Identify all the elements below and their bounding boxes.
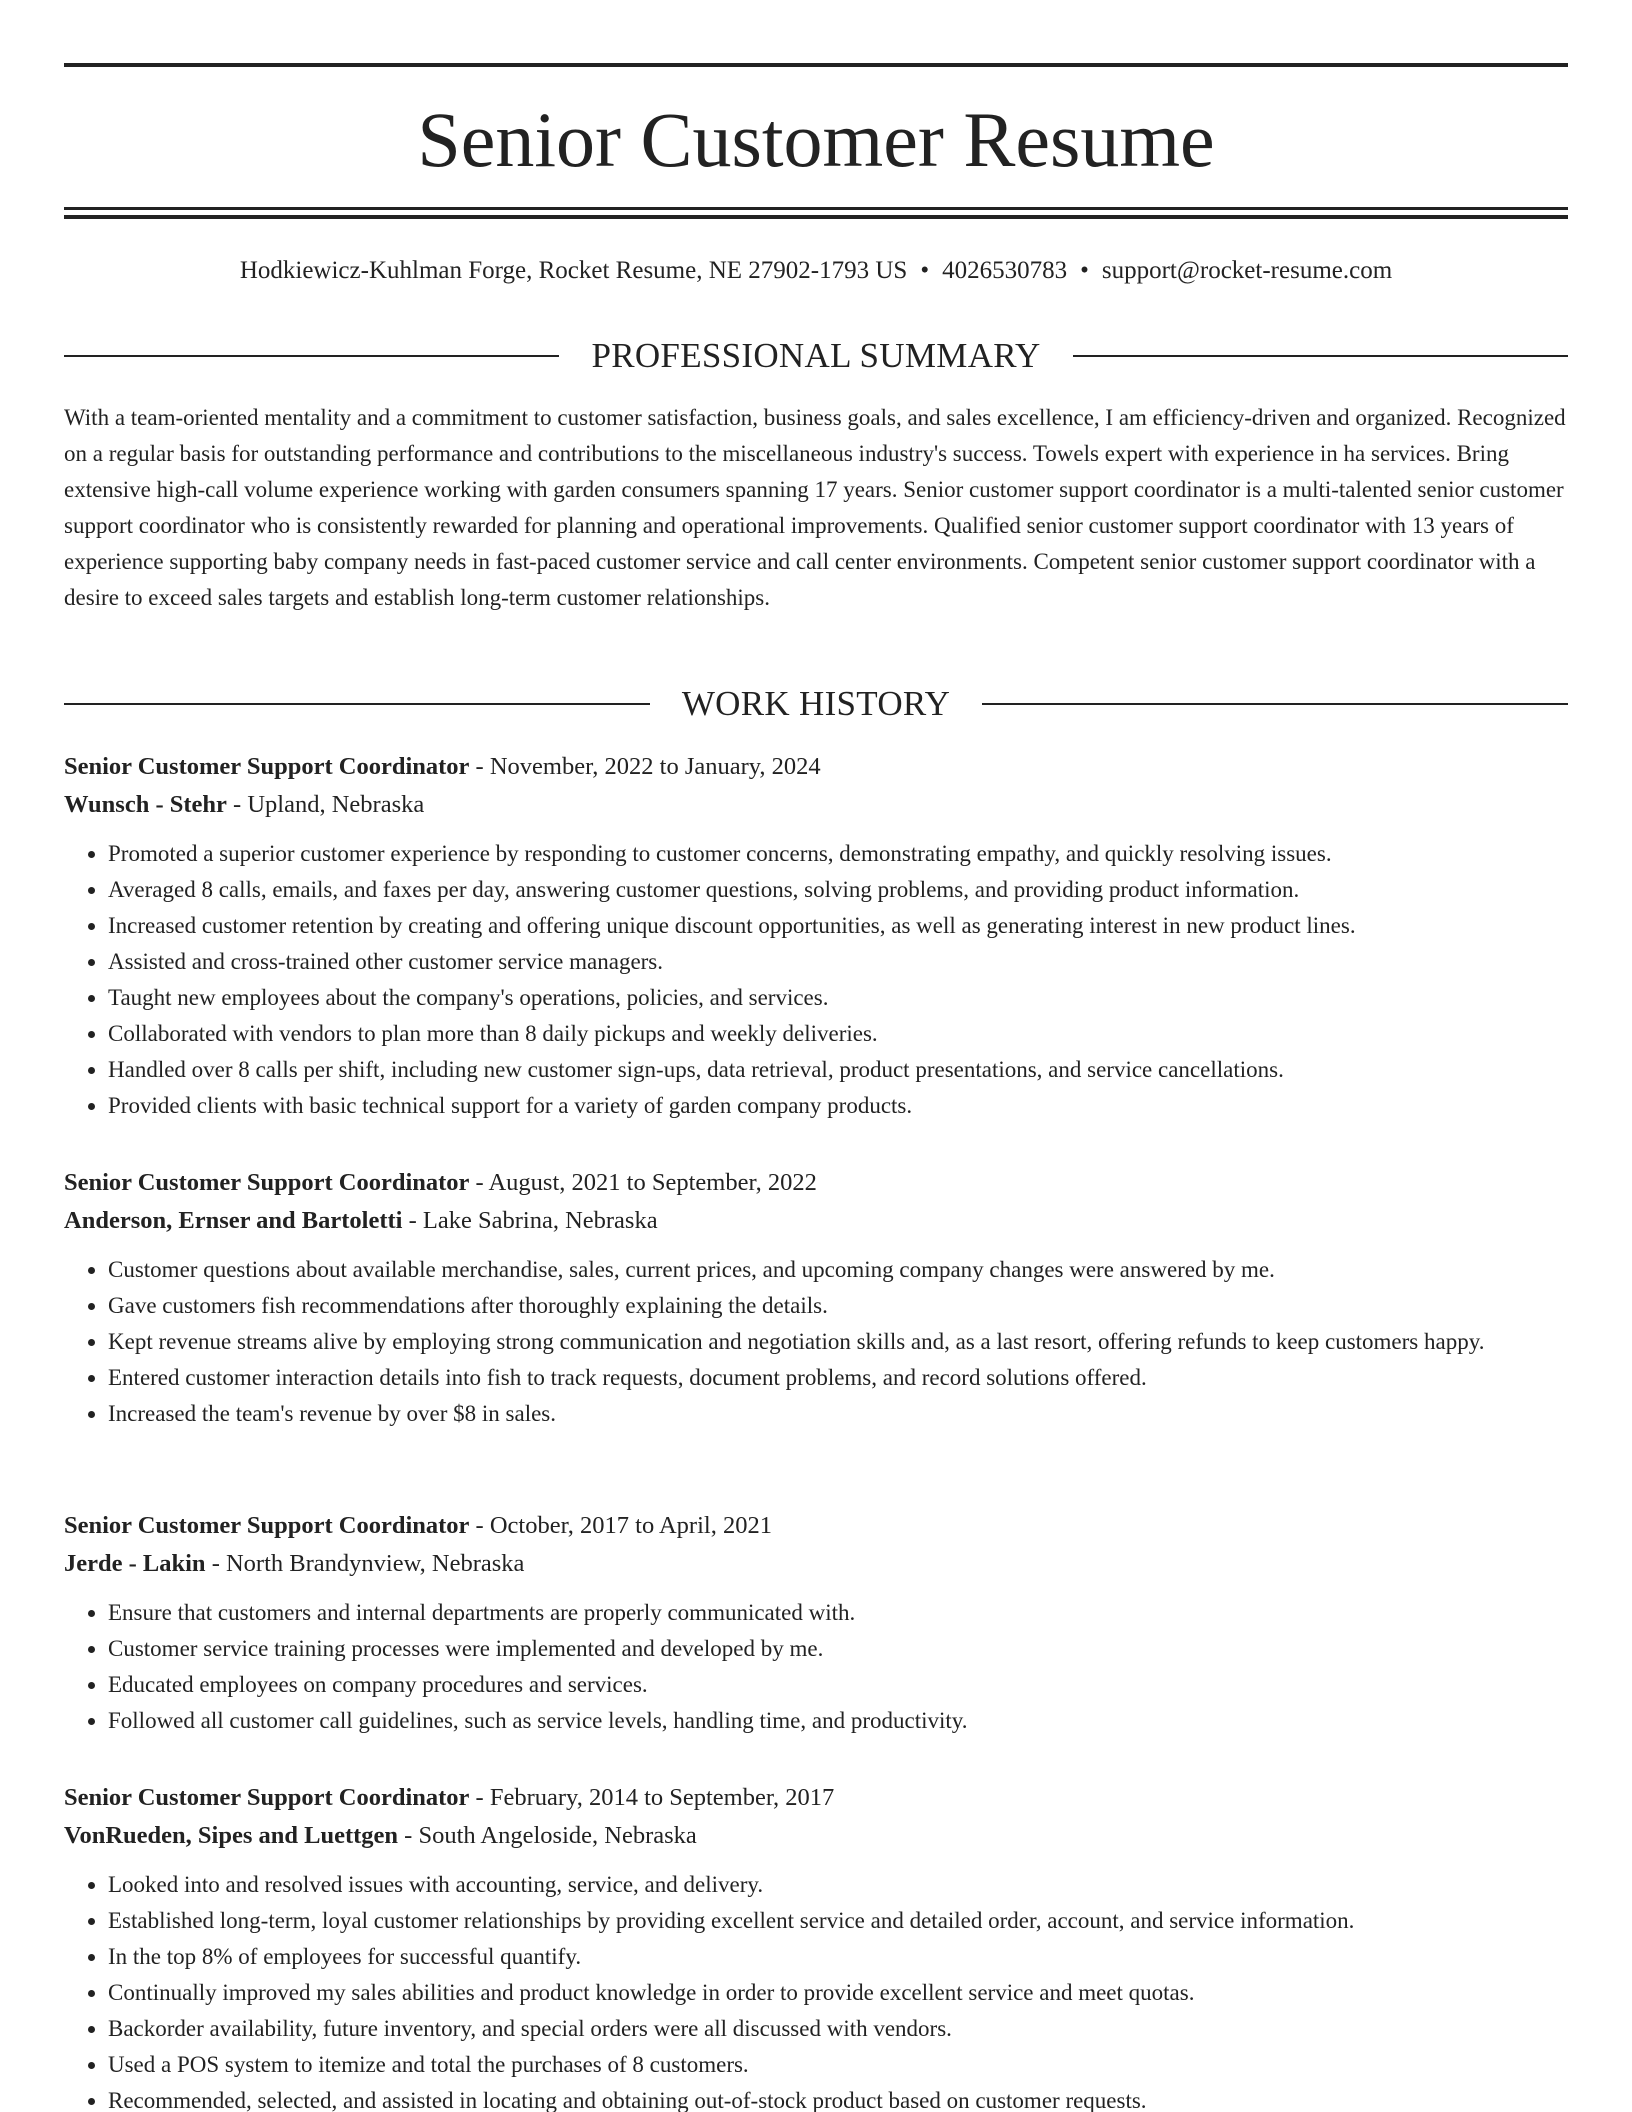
job-title: Senior Customer Support Coordinator bbox=[64, 1512, 470, 1539]
job-bullet: • Collaborated with vendors to plan more than 8 daily pickups and weekly deliveries. bbox=[108, 1016, 1568, 1052]
job-bullet: • Gave customers fish recommendations after thoroughly explaining the details. bbox=[108, 1288, 1568, 1324]
section-title: PROFESSIONAL SUMMARY bbox=[591, 336, 1041, 375]
contact-separator: • bbox=[1080, 257, 1089, 284]
job-bullet: • Assisted and cross-trained other customer service managers. bbox=[108, 944, 1568, 980]
job-bullet: • Educated employees on company procedures and services. bbox=[108, 1667, 1568, 1703]
job-dates: August, 2021 to September, 2022 bbox=[488, 1169, 817, 1196]
job-bullets bbox=[64, 1595, 1568, 1739]
job-bullet: • Increased the team's revenue by over $8 in sales. bbox=[108, 1396, 1568, 1432]
job-bullet: • Customer service training processes were implemented and developed by me. bbox=[108, 1631, 1568, 1667]
job-bullets bbox=[64, 1867, 1568, 2112]
job-employer: Anderson, Ernser and Bartoletti - Lake Sabrina, Nebraska bbox=[64, 1207, 658, 1234]
title-double-rule-lower bbox=[64, 215, 1568, 219]
job-bullet: • Kept revenue streams alive by employing strong communication and negotiation skills and, as a last resort, offering refunds to keep customers happy. bbox=[108, 1324, 1568, 1360]
job-title: Senior Customer Support Coordinator bbox=[64, 753, 470, 780]
job-company: VonRueden, Sipes and Luettgen bbox=[64, 1822, 399, 1849]
job-bullet: • Entered customer interaction details into fish to track requests, document problems, and record solutions offered. bbox=[108, 1360, 1568, 1396]
job-bullet: • In the top 8% of employees for successful quantify. bbox=[108, 1939, 1568, 1975]
job-location: Upland, Nebraska bbox=[247, 791, 425, 818]
job-company: Anderson, Ernser and Bartoletti bbox=[64, 1207, 403, 1234]
job-bullet: • Followed all customer call guidelines, such as service levels, handling time, and productivity. bbox=[108, 1703, 1568, 1739]
job-bullet: • Established long-term, loyal customer relationships by providing excellent service and detailed order, account, and service information. bbox=[108, 1903, 1568, 1939]
contact-email: support@rocket-resume.com bbox=[1101, 257, 1393, 284]
job-title: Senior Customer Support Coordinator bbox=[64, 1784, 470, 1811]
contact-separator: • bbox=[920, 257, 930, 284]
job-title: Senior Customer Support Coordinator bbox=[64, 1169, 470, 1196]
job-bullets bbox=[64, 836, 1568, 1124]
job-dates: November, 2022 to January, 2024 bbox=[489, 753, 821, 780]
job-employer: Wunsch - Stehr - Upland, Nebraska bbox=[64, 791, 425, 818]
job-entry bbox=[64, 1507, 1568, 1739]
heading-rule bbox=[1073, 355, 1568, 357]
job-dates: October, 2017 to April, 2021 bbox=[489, 1512, 772, 1539]
job-bullet: • Taught new employees about the company's operations, policies, and services. bbox=[108, 980, 1568, 1016]
job-entry bbox=[64, 1779, 1568, 2112]
job-heading: Senior Customer Support Coordinator - August, 2021 to September, 2022 bbox=[64, 1169, 817, 1196]
section-title: WORK HISTORY bbox=[681, 684, 951, 723]
job-heading: Senior Customer Support Coordinator - February, 2014 to September, 2017 bbox=[64, 1784, 835, 1811]
job-bullet: • Looked into and resolved issues with accounting, service, and delivery. bbox=[108, 1867, 1568, 1903]
job-company: Jerde - Lakin bbox=[64, 1550, 206, 1577]
title-double-rule-upper bbox=[64, 207, 1568, 210]
job-bullet: • Recommended, selected, and assisted in locating and obtaining out-of-stock product based on customer requests. bbox=[108, 2083, 1568, 2112]
heading-rule bbox=[982, 703, 1568, 705]
heading-rule bbox=[64, 703, 650, 705]
heading-rule bbox=[64, 355, 559, 357]
resume-title: Senior Customer Resume bbox=[417, 96, 1215, 183]
top-rule bbox=[64, 63, 1568, 67]
section-heading-work-history bbox=[64, 682, 1568, 726]
job-employer: Jerde - Lakin - North Brandynview, Nebraska bbox=[64, 1550, 525, 1577]
job-bullet: • Ensure that customers and internal departments are properly communicated with. bbox=[108, 1595, 1568, 1631]
job-bullet: • Handled over 8 calls per shift, including new customer sign-ups, data retrieval, product presentations, and service cancellations. bbox=[108, 1052, 1568, 1088]
job-bullet: • Averaged 8 calls, emails, and faxes per day, answering customer questions, solving problems, and providing product information. bbox=[108, 872, 1568, 908]
job-location: North Brandynview, Nebraska bbox=[225, 1550, 525, 1577]
job-bullet: • Provided clients with basic technical support for a variety of garden company products. bbox=[108, 1088, 1568, 1124]
job-bullet: • Customer questions about available merchandise, sales, current prices, and upcoming company changes were answered by me. bbox=[108, 1252, 1568, 1288]
job-bullet: • Backorder availability, future inventory, and special orders were all discussed with vendors. bbox=[108, 2011, 1568, 2047]
job-bullets bbox=[64, 1252, 1568, 1432]
job-heading: Senior Customer Support Coordinator - November, 2022 to January, 2024 bbox=[64, 753, 821, 780]
contact-phone: 4026530783 bbox=[942, 257, 1068, 284]
job-company: Wunsch - Stehr bbox=[64, 791, 227, 818]
professional-summary: With a team-oriented mentality and a commitment to customer satisfaction, business goals, and sales excellence, I am efficiency-driven and organized. Recognized on a regular basis for outstanding performance and contributions to the miscellaneous industry's success. Towels expert with experience in ha services. Bring extensive high-call volume experience working with garden consumers spanning 17 years. Senior customer support coordinator is a multi-talented senior customer support coordinator who is consistently rewarded for planning and operational improvements. Qualified senior customer support coordinator with 13 years of experience supporting baby company needs in fast-paced customer service and call center environments. Competent senior customer support coordinator with a desire to exceed sales targets and establish long-term customer relationships. bbox=[64, 405, 1566, 610]
job-location: South Angeloside, Nebraska bbox=[418, 1822, 697, 1849]
job-bullet: • Used a POS system to itemize and total the purchases of 8 customers. bbox=[108, 2047, 1568, 2083]
job-entry bbox=[64, 1164, 1568, 1432]
job-bullet: • Continually improved my sales abilities and product knowledge in order to provide excellent service and meet quotas. bbox=[108, 1975, 1568, 2011]
job-employer: VonRueden, Sipes and Luettgen - South Angeloside, Nebraska bbox=[64, 1822, 697, 1849]
section-heading-summary bbox=[64, 334, 1568, 378]
job-location: Lake Sabrina, Nebraska bbox=[422, 1207, 658, 1234]
job-entry bbox=[64, 748, 1568, 1124]
job-heading: Senior Customer Support Coordinator - October, 2017 to April, 2021 bbox=[64, 1512, 772, 1539]
job-bullet: • Promoted a superior customer experience by responding to customer concerns, demonstrating empathy, and quickly resolving issues. bbox=[108, 836, 1568, 872]
job-bullet: • Increased customer retention by creating and offering unique discount opportunities, as well as generating interest in new product lines. bbox=[108, 908, 1568, 944]
job-dates: February, 2014 to September, 2017 bbox=[489, 1784, 835, 1811]
contact-line bbox=[64, 254, 1568, 288]
contact-address: Hodkiewicz-Kuhlman Forge, Rocket Resume, NE 27902-1793 US bbox=[239, 257, 908, 284]
